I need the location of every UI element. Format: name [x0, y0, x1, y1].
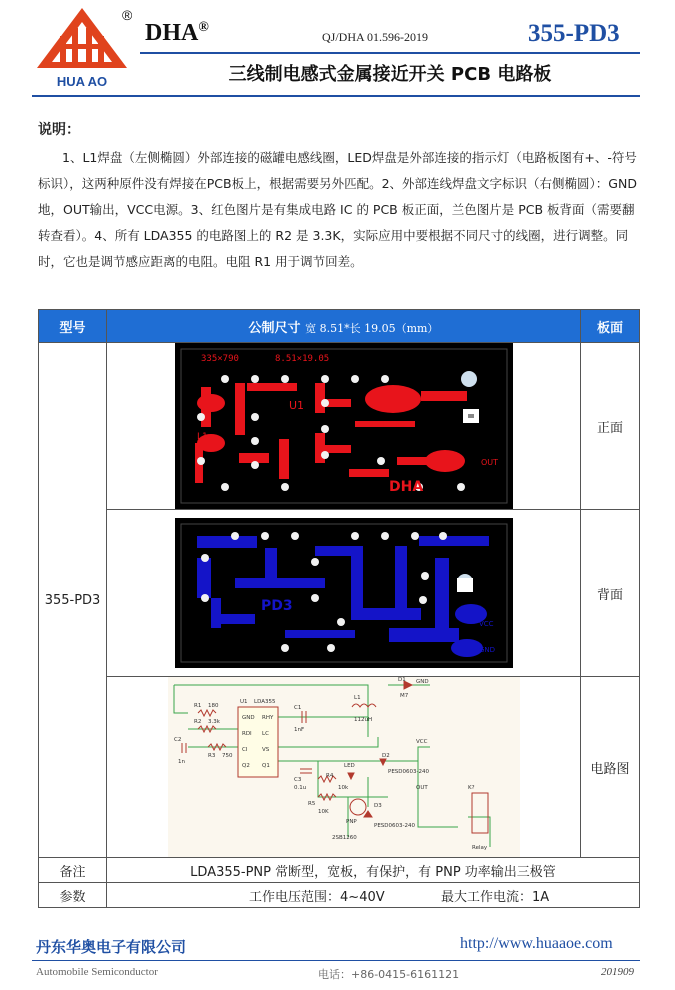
- side-schematic: 电路图: [581, 677, 640, 858]
- svg-text:LED: LED: [343, 763, 355, 769]
- svg-text:U1: U1: [239, 699, 248, 705]
- svg-text:L1: L1: [353, 695, 361, 701]
- website-link[interactable]: http://www.huaaoe.com: [460, 935, 613, 952]
- svg-text:D1: D1: [397, 677, 406, 683]
- company-logo: [32, 6, 132, 90]
- svg-text:GND: GND: [415, 679, 429, 685]
- svg-text:DHA: DHA: [388, 479, 423, 495]
- svg-text:VCC: VCC: [478, 620, 494, 628]
- company-name: 丹东华奥电子有限公司: [36, 938, 187, 956]
- spec-table: [38, 309, 640, 908]
- svg-text:OUT: OUT: [415, 785, 428, 791]
- notes-heading: 说明：: [38, 122, 80, 138]
- title-divider: [32, 95, 640, 97]
- svg-text:R2: R2: [193, 719, 201, 725]
- svg-text:PD3: PD3: [260, 598, 293, 614]
- model-cell: 355-PD3: [39, 343, 107, 858]
- svg-text:10k: 10k: [337, 785, 348, 791]
- svg-text:GND: GND: [241, 715, 255, 721]
- svg-text:C3: C3: [293, 777, 301, 783]
- svg-text:335×790: 335×790: [200, 354, 239, 364]
- brand-name: DHA®: [145, 20, 209, 46]
- side-front: 正面: [581, 343, 640, 510]
- svg-text:3.3k: 3.3k: [207, 719, 220, 725]
- svg-text:Relay: Relay: [471, 845, 487, 851]
- header-side: 板面: [581, 310, 640, 343]
- svg-text:R4: R4: [325, 773, 333, 779]
- svg-text:D2: D2: [381, 753, 390, 759]
- notes-body: 1、L1焊盘（左侧椭圆）外部连接的磁罐电感线圈，LED焊盘是外部连接的指示灯（电路板图有+、-符号标识），这两种原件没有焊接在PCB板上，根据需要另外匹配。2、外部连线焊盘文字标识（右侧椭圆）：GND地，OUT输出，VCC电源。3、红色图片是有集成电路 IC 的 PCB 板正面，兰色图片是 PCB 板背面（需要翻转查看）。4、所有 LDA355 的电路图上的 R2 是 3.3K，实际应用中要根据不同尺寸的线圈，进行调整。同时，它也是调节感应距离的电阻。电阻 R1 用于调节回差。: [38, 150, 637, 269]
- param-current: 最大工作电流：1A: [440, 889, 550, 905]
- remark-value: LDA355-PNP 常断型，宽板，有保护，有 PNP 功率输出三极管: [107, 858, 640, 883]
- side-back: 背面: [581, 510, 640, 677]
- header-model: 型号: [39, 310, 107, 343]
- svg-text:112uH: 112uH: [353, 717, 372, 723]
- svg-text:LC: LC: [261, 731, 269, 737]
- model-number: 355-PD3: [528, 20, 620, 47]
- svg-text:Q1: Q1: [261, 763, 270, 769]
- back-pcb-image: [107, 510, 581, 677]
- svg-text:750: 750: [221, 753, 232, 759]
- svg-text:PESD0603-240: PESD0603-240: [373, 823, 415, 829]
- param-values: [107, 883, 640, 908]
- svg-text:PNP: PNP: [345, 819, 357, 825]
- footer-date: 201909: [601, 966, 634, 978]
- header-divider: [140, 52, 640, 54]
- svg-text:R5: R5: [307, 801, 315, 807]
- footer-divider: [32, 960, 640, 961]
- svg-text:L1: L1: [196, 432, 208, 442]
- svg-text:R1: R1: [193, 703, 201, 709]
- svg-text:HUA AO: HUA AO: [56, 74, 108, 89]
- param-voltage: 工作电压范围：4~40V: [249, 889, 385, 905]
- footer-tagline: Automobile Semiconductor: [36, 966, 158, 978]
- svg-text:1nF: 1nF: [293, 727, 304, 733]
- page-title: 三线制电感式金属接近开关 PCB 电路板: [228, 64, 552, 85]
- table-header-row: [39, 310, 640, 343]
- svg-text:VCC: VCC: [415, 739, 427, 745]
- svg-text:GND: GND: [478, 646, 495, 654]
- svg-text:D3: D3: [373, 803, 382, 809]
- svg-text:C1: C1: [293, 705, 301, 711]
- svg-text:RHY: RHY: [261, 715, 273, 721]
- svg-text:LDA355: LDA355: [253, 699, 275, 705]
- svg-text:2SB1260: 2SB1260: [331, 835, 357, 841]
- svg-text:10K: 10K: [317, 809, 329, 815]
- param-label: 参数: [39, 883, 107, 908]
- svg-text:2SB1260: 2SB1260: [368, 420, 405, 429]
- front-pcb-image: [107, 343, 581, 510]
- svg-text:K?: K?: [467, 785, 475, 791]
- svg-text:C2: C2: [173, 737, 181, 743]
- svg-text:VS: VS: [261, 747, 269, 753]
- schematic-image: [107, 677, 581, 858]
- svg-text:Q2: Q2: [241, 763, 250, 769]
- document-number: QJ/DHA 01.596-2019: [322, 30, 429, 44]
- svg-text:0.1u: 0.1u: [293, 785, 306, 791]
- svg-text:RDI: RDI: [241, 731, 252, 737]
- svg-text:180: 180: [207, 703, 218, 709]
- header-size: 公制尺寸 宽 8.51*长 19.05（mm）: [107, 310, 581, 343]
- svg-text:8.51×19.05: 8.51×19.05: [274, 354, 329, 364]
- footer-phone: 电话：+86-0415-6161121: [318, 968, 460, 981]
- svg-text:OUT: OUT: [480, 458, 498, 467]
- svg-text:R3: R3: [207, 753, 215, 759]
- remark-label: 备注: [39, 858, 107, 883]
- svg-text:U1: U1: [288, 399, 304, 412]
- svg-text:®: ®: [122, 7, 132, 23]
- svg-text:1n: 1n: [177, 759, 185, 765]
- svg-text:M7: M7: [399, 693, 408, 699]
- svg-text:PESD0603-240: PESD0603-240: [387, 769, 429, 775]
- svg-text:CI: CI: [241, 747, 247, 753]
